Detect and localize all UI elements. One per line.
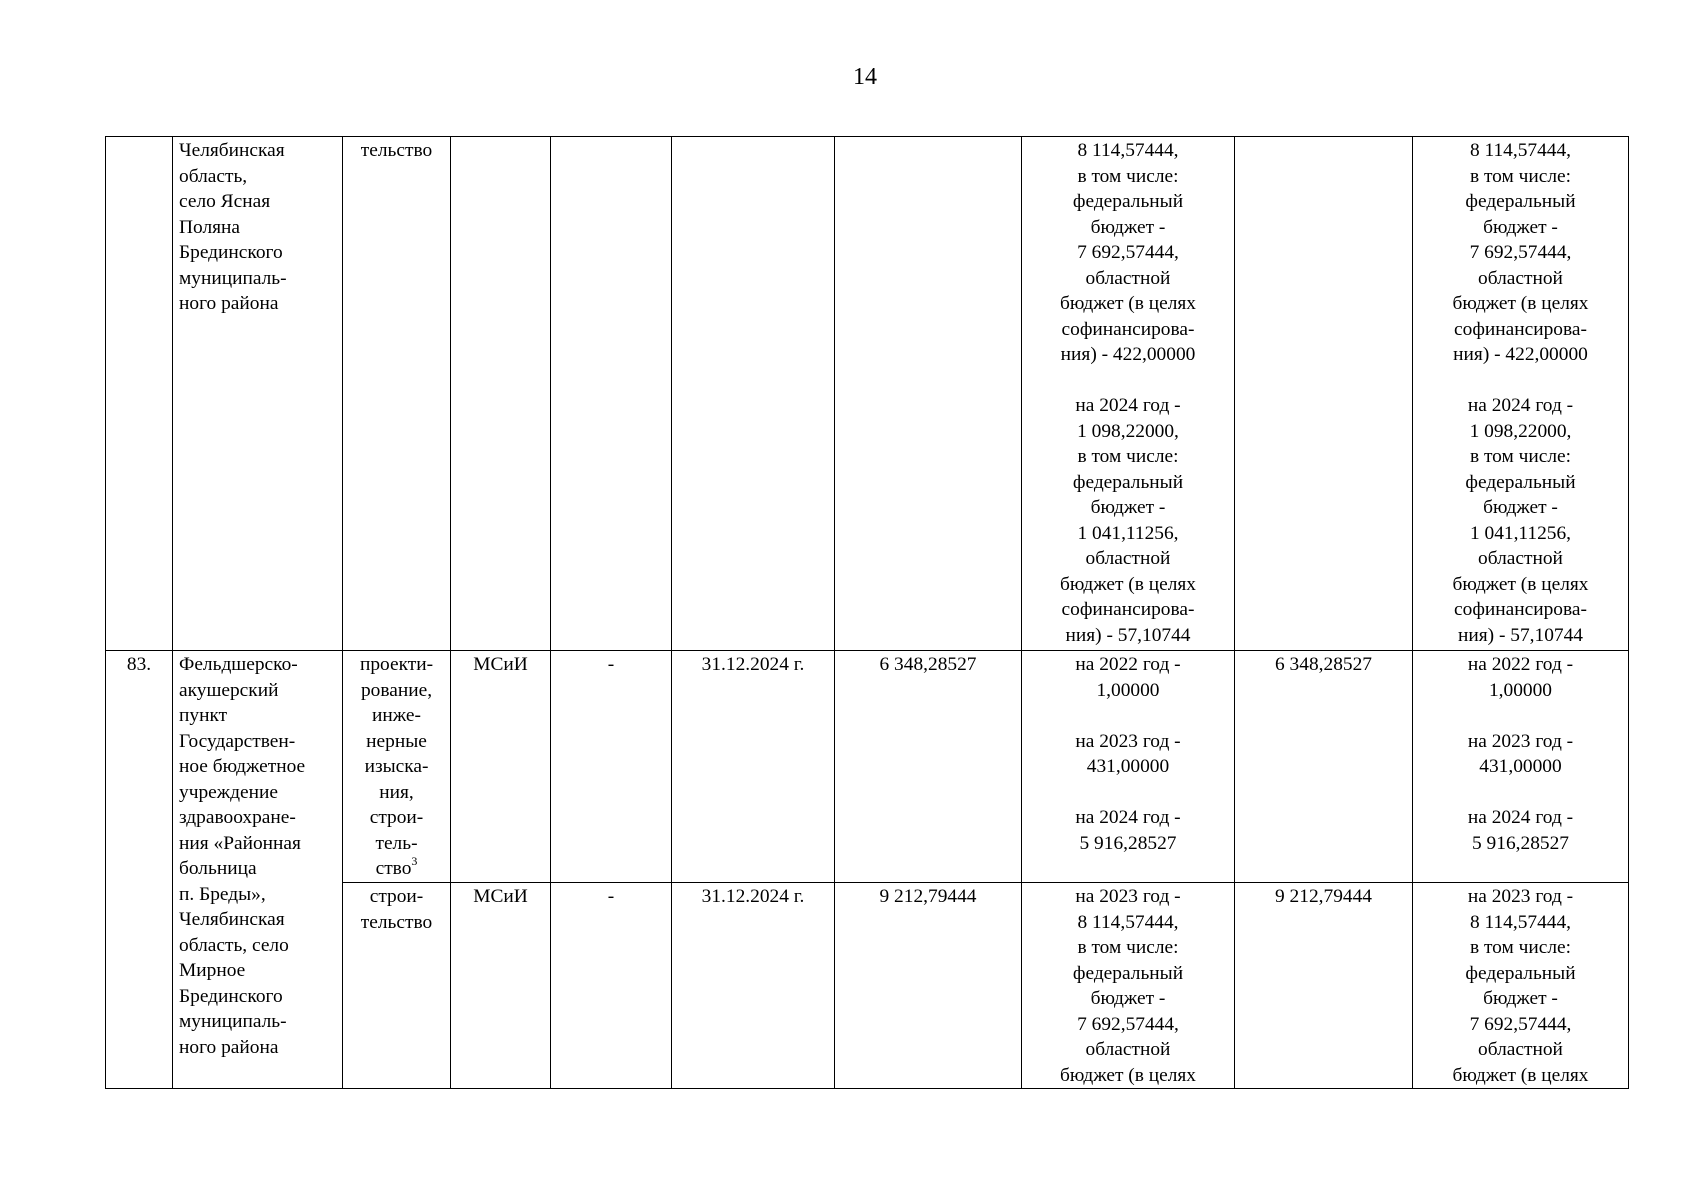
cell-cost: 6 348,28527 — [835, 651, 1022, 883]
cell-total: 6 348,28527 — [1235, 651, 1413, 883]
financing-2024: на 2024 год - 1 098,22000, в том числе: федеральный бюджет - 1 041,11256, областной бюджет (в целях софинансирова- ния) - 57,10744 — [1452, 395, 1589, 646]
cell-number — [106, 137, 173, 651]
financing-2022: на 2022 год - 1,00000 — [1467, 654, 1574, 701]
cell-total — [1235, 137, 1413, 651]
cell-customer: МСиИ — [451, 883, 551, 1089]
cell-number: 83. — [106, 651, 173, 1089]
page-number: 14 — [853, 64, 877, 90]
financing-2023: на 2023 год - 431,00000 — [1467, 730, 1574, 777]
financing-2022: на 2022 год - 1,00000 — [1075, 654, 1181, 701]
footnote-mark: 3 — [411, 854, 418, 868]
cell-cost: 9 212,79444 — [835, 883, 1022, 1089]
cell-financing-total — [1413, 137, 1629, 651]
cell-dash: - — [551, 651, 672, 883]
table-row — [106, 137, 1629, 651]
financing-2024: на 2024 год - 1 098,22000, в том числе: федеральный бюджет - 1 041,11256, областной бюджет (в целях софинансирова- ния) - 57,10744 — [1059, 395, 1197, 646]
financing-2023: 8 114,57444, в том числе: федеральный бюджет - 7 692,57444, областной бюджет (в целях софинансирова- ния) - 422,00000 — [1059, 140, 1197, 365]
cell-financing: на 2023 год - 8 114,57444, в том числе: федеральный бюджет - 7 692,57444, областной бюджет (в целях — [1022, 883, 1235, 1089]
cell-work-type — [343, 651, 451, 883]
cell-object: Челябинская область, село Ясная Поляна Брединского муниципаль- ного района — [173, 137, 343, 651]
work-type-text: проекти- рование, инже- нерные изыска- ния, строи- тель- ство — [359, 654, 434, 879]
cell-deadline — [672, 137, 835, 651]
cell-deadline: 31.12.2024 г. — [672, 651, 835, 883]
cell-customer: МСиИ — [451, 651, 551, 883]
cell-object: Фельдшерско- акушерский пункт Государствен- ное бюджетное учреждение здравоохране- ния «Районная больница п. Бреды», Челябинская область, село Мирное Брединского муниципаль- ного района — [173, 651, 343, 1089]
cell-dash — [551, 137, 672, 651]
cell-financing-total: на 2023 год - 8 114,57444, в том числе: федеральный бюджет - 7 692,57444, областной бюджет (в целях — [1413, 883, 1629, 1089]
cell-dash: - — [551, 883, 672, 1089]
cell-financing — [1022, 137, 1235, 651]
financing-2024: на 2024 год - 5 916,28527 — [1075, 807, 1181, 854]
investment-objects-table — [105, 136, 1629, 1089]
cell-financing-total — [1413, 651, 1629, 883]
cell-cost — [835, 137, 1022, 651]
cell-total: 9 212,79444 — [1235, 883, 1413, 1089]
cell-customer — [451, 137, 551, 651]
financing-2023: на 2023 год - 431,00000 — [1075, 730, 1181, 777]
cell-deadline: 31.12.2024 г. — [672, 883, 835, 1089]
cell-work-type: тельство — [343, 137, 451, 651]
table-row — [106, 651, 1629, 883]
cell-financing — [1022, 651, 1235, 883]
financing-2023: 8 114,57444, в том числе: федеральный бюджет - 7 692,57444, областной бюджет (в целях софинансирова- ния) - 422,00000 — [1452, 140, 1589, 365]
financing-2024: на 2024 год - 5 916,28527 — [1467, 807, 1574, 854]
cell-work-type: строи- тельство — [343, 883, 451, 1089]
